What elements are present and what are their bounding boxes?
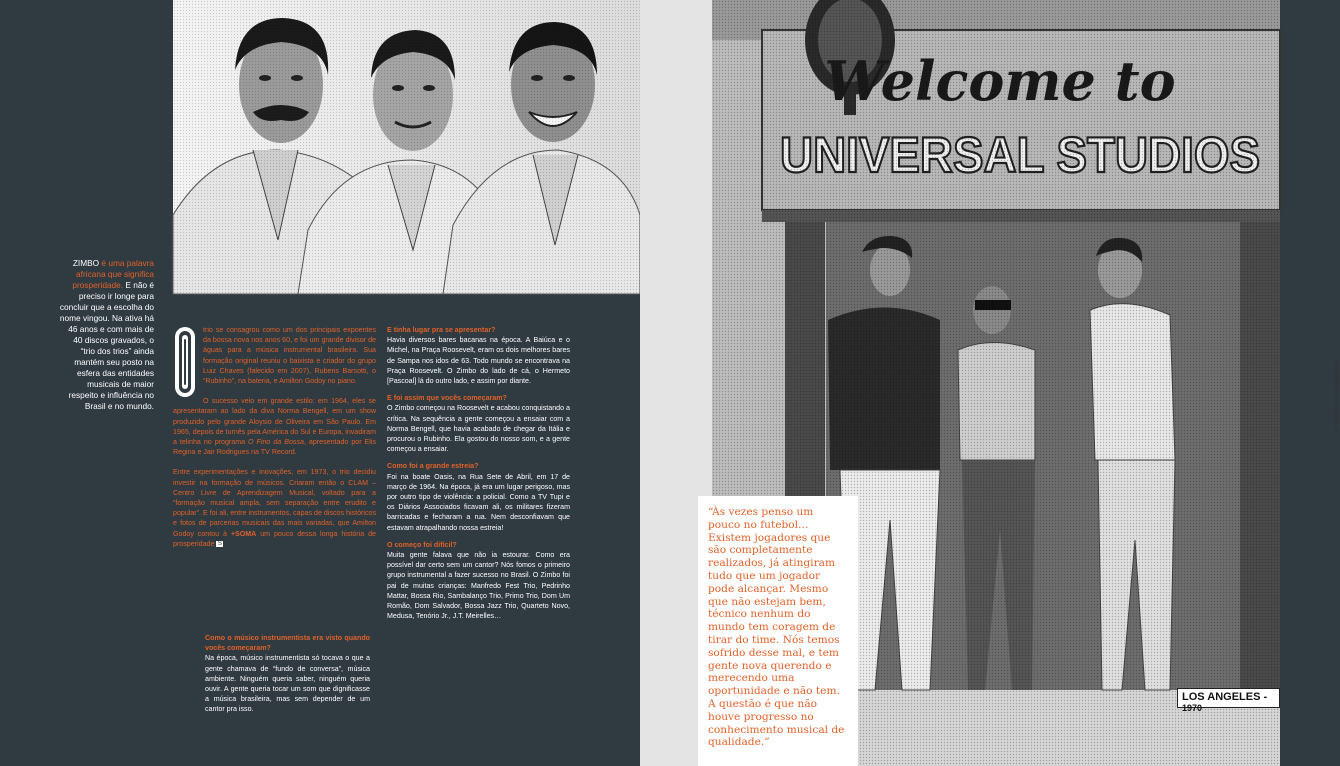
right-page (640, 0, 1340, 766)
caption-line2: 1970 (1182, 703, 1203, 713)
column1-para2-text-end: , apresentado por Elis Regina e Jair Rodrigues na TV Record. (173, 438, 376, 457)
pull-quote: “Às vezes penso um pouco no futebol… Existem jogadores que são completamente realizados, já atingiram tudo que um jogador pode alcançar. Mesmo que não estejam bem, técnico nenhum do mundo tem coragem de tirar do time. Nós temos sofrido desse mal, e tem gente nova querendo e merecendo uma oportunidade e não tem. A questão é que não houve progresso no conhecimento musical de qualidade.” (698, 496, 858, 766)
intro-text (58, 258, 154, 412)
column1-para1-text: trio se consagrou como um dos principais expoentes da bossa nova nos anos 60, e foi um grande divisor de águas para a música instrumental brasileira. Sua formação original reuniu o baixista e criador do grupo Luiz Chaves (falecido em 2007), Rubens Barsotti, o “Rubinho”, na bateria, e Amilton Godoy no piano. (203, 326, 376, 386)
brand-name: +SOMA (230, 529, 257, 538)
end-mark-icon: S (217, 540, 222, 547)
left-page (0, 0, 640, 766)
interview-block (387, 461, 570, 532)
interview-question: O começo foi difícil? (387, 540, 457, 549)
column1-para2 (173, 396, 376, 457)
trio-portrait-photo (173, 0, 640, 294)
interview-block (205, 633, 370, 715)
interview-answer: O Zimbo começou na Roosevelt e acabou conquistando a crítica. Na sequência a gente começou a ensaiar com a Norma Bengell, que havia acabado de chegar da Itália e procurou o Rubinho. Ela gostou do nosso som, e a gente começou a ensaiar. (387, 404, 570, 454)
interview-block (387, 393, 570, 454)
dropcap-o-icon (173, 325, 197, 399)
article-column-2 (387, 325, 570, 628)
column1-para3-text-end: um pouco dessa longa história de prosperidade (173, 529, 376, 548)
intro-text-part2: E não é preciso ir longe para concluir que a escolha do nome vingou. Na ativa há 46 anos e com mais de 40 discos gravados, o “trio dos trios” ainda mantém seu posto na esfera das entidades musicais de maior respeito e influência no Brasil e no mundo. (59, 280, 154, 411)
article-column-1 (173, 325, 376, 559)
interview-answer: Foi na boate Oasis, na Rua Sete de Abril, em 17 de março de 1964. Na época, já era um lugar perigoso, mas por outro tipo de violência: a policial. Como a TV Tupi e os Diários Associados ficavam ali, os militares fizeram barricadas e fecharam a rua. Nem desconfiavam que estavam atrapalhando nossa estreia! (387, 472, 570, 532)
intro-text-part1: é uma palavra africana que significa prosperidade. (72, 258, 154, 290)
article-column-3 (205, 633, 370, 724)
photo-credit: ® TEXTO DA LEGENDA (1334, 361, 1340, 432)
interview-answer: Havia diversos bares bacanas na época. A Baiúca e o Michel, na Praça Roosevelt, eram os dois melhores bares de Sampa nos idos de 63. Todo mundo se encontrava na Praça Roosevelt. O Zimbo do lado de cá, o Hermeto [Pascoal] lá do outro lado, e assim por diante. (387, 336, 570, 386)
column1-para3 (173, 467, 376, 549)
photo-caption (1177, 688, 1280, 713)
interview-question: Como foi a grande estreia? (387, 462, 479, 471)
column1-para2-text: O sucesso veio em grande estilo: em 1964, eles se apresentaram ao lado da diva Norma Bengell, em um show produzido pelo grande Aloysio de Oliveira em São Paulo. Em 1965, depois de turnês pela América do Sul e Europa, invadiram a telinha no programa (173, 397, 376, 447)
column1-para1 (173, 325, 376, 386)
interview-answer: Muita gente falava que não ia estourar. Como era possível dar certo sem um cantor? Nós fomos o primeiro grupo instrumental a fazer sucesso no Brasil. O Zimbo foi pai de muitas crianças: Manfredo Fest Trio, Pedrinho Mattar, Bossa Rio, Sambalanço Trio, Primo Trio, Dom Um Romão, Dom Salvador, Bossa Jazz Trio, Quarteto Novo, Medusa, Tenório Jr., J.T. Meirelles… (387, 551, 570, 621)
interview-question: E tinha lugar pra se apresentar? (387, 326, 496, 334)
interview-answer: Na época, músico instrumentista só tocava o que a gente chamava de “fundo de conversa”, música ambiente. Ninguém queria saber, ninguém queria ouvir. A gente queria tocar um som que dignificasse a música brasileira, mas sem depender de um cantor pra isso. (205, 654, 370, 714)
interview-block (387, 540, 570, 622)
caption-line1: LOS ANGELES - (1182, 691, 1268, 703)
interview-block (387, 325, 570, 386)
interview-question: E foi assim que vocês começaram? (387, 394, 507, 403)
intro-lead-word: ZIMBO (72, 258, 100, 268)
interview-question: Como o músico instrumentista era visto quando vocês começaram? (205, 634, 370, 653)
column1-para3-text: Entre experimentações e inovações, em 1973, o trio decidiu investir na formação de músicos. Criaram então o CLAM – Centro Livre de Aprendizagem Musical, voltado para a “formação musical ampla, sem separação entre erudito e popular”. E foi ali, entre instrumentos, capas de discos históricos e fotos de parcerias musicais das mais variadas, que Amilton Godoy contou à (173, 468, 376, 538)
column1-para2-program: O Fino da Bossa (248, 438, 304, 447)
